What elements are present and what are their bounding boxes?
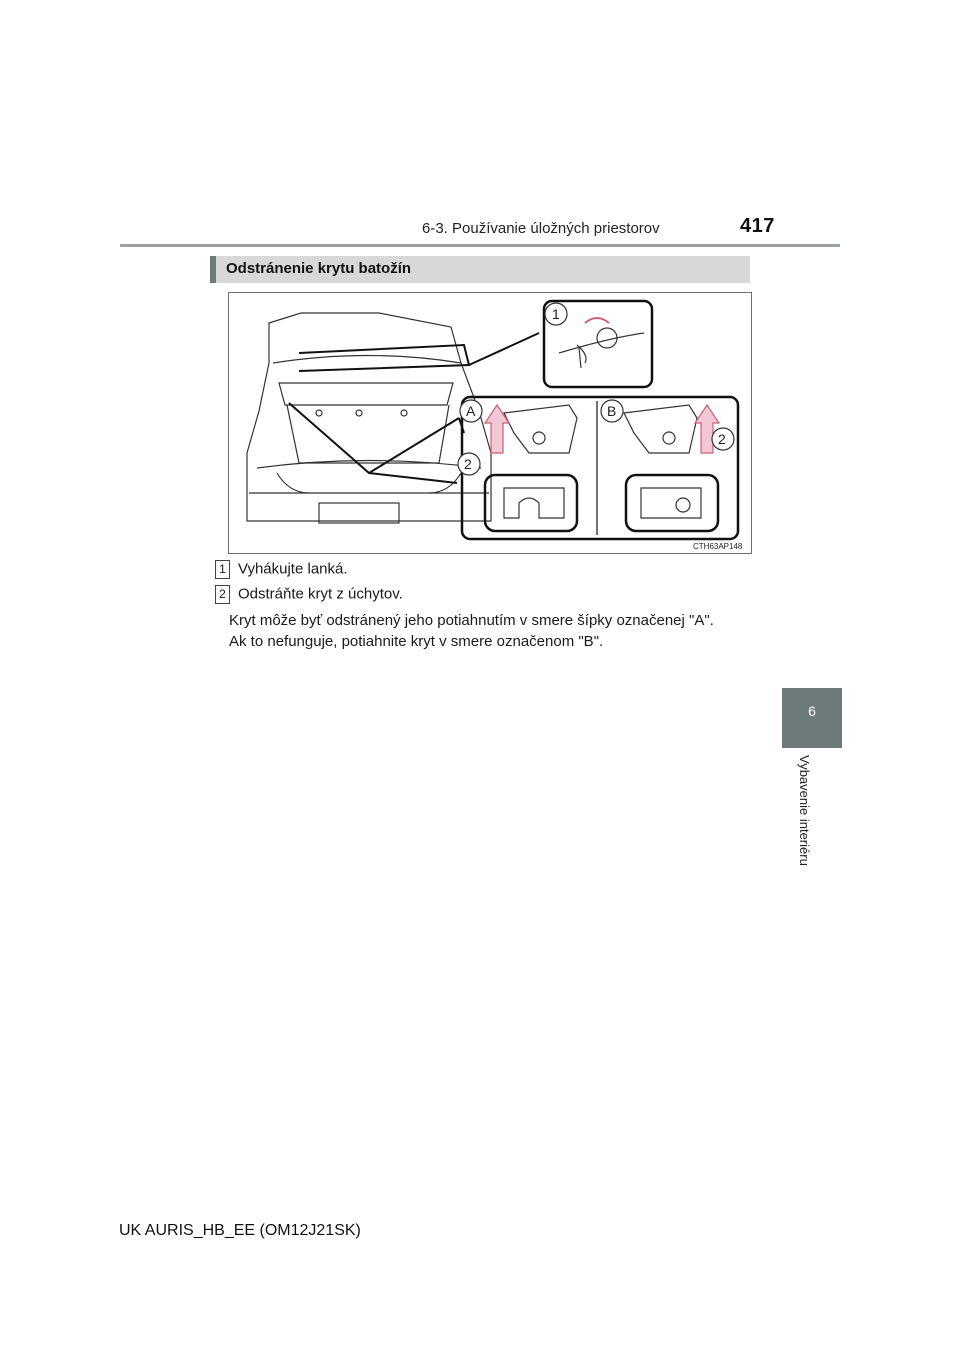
running-header-section: 6-3. Používanie úložných priestorov xyxy=(422,220,660,237)
step-text: Odstráňte kryt z úchytov. xyxy=(238,585,403,603)
instruction-line-2: Ak to nefunguje, potiahnite kryt v smere označenom "B". xyxy=(229,633,604,650)
svg-text:B: B xyxy=(607,403,617,419)
step-number: 1 xyxy=(215,560,230,579)
svg-text:2: 2 xyxy=(464,456,472,472)
chapter-label: Vybavenie interiéru xyxy=(797,755,812,866)
document-footer: UK AURIS_HB_EE (OM12J21SK) xyxy=(119,1222,361,1239)
svg-text:1: 1 xyxy=(552,306,560,322)
instruction-line-1: Kryt môže byť odstránený jeho potiahnutím v smere šípky označenej "A". xyxy=(229,612,714,629)
detail-1-drawing xyxy=(545,303,644,368)
step-text: Vyhákujte lanká. xyxy=(238,560,348,578)
instruction-paragraph xyxy=(229,610,741,652)
section-title: Odstránenie krytu batožín xyxy=(226,260,412,277)
chapter-number: 6 xyxy=(808,703,816,719)
section-accent xyxy=(210,256,216,283)
step-1 xyxy=(215,560,348,579)
leader-lines xyxy=(289,333,539,483)
svg-text:2: 2 xyxy=(718,431,726,447)
detail-a-drawing xyxy=(458,400,577,531)
figure-code: CTH63AP148 xyxy=(693,542,743,551)
step-2 xyxy=(215,585,403,604)
svg-text:A: A xyxy=(466,403,476,419)
illustration-frame xyxy=(228,292,752,554)
detail-b-drawing xyxy=(601,400,734,531)
illustration-svg xyxy=(229,293,751,553)
header-rule xyxy=(120,244,840,247)
section-heading-bar xyxy=(210,256,750,283)
page-number: 417 xyxy=(740,215,775,237)
step-number: 2 xyxy=(215,585,230,604)
